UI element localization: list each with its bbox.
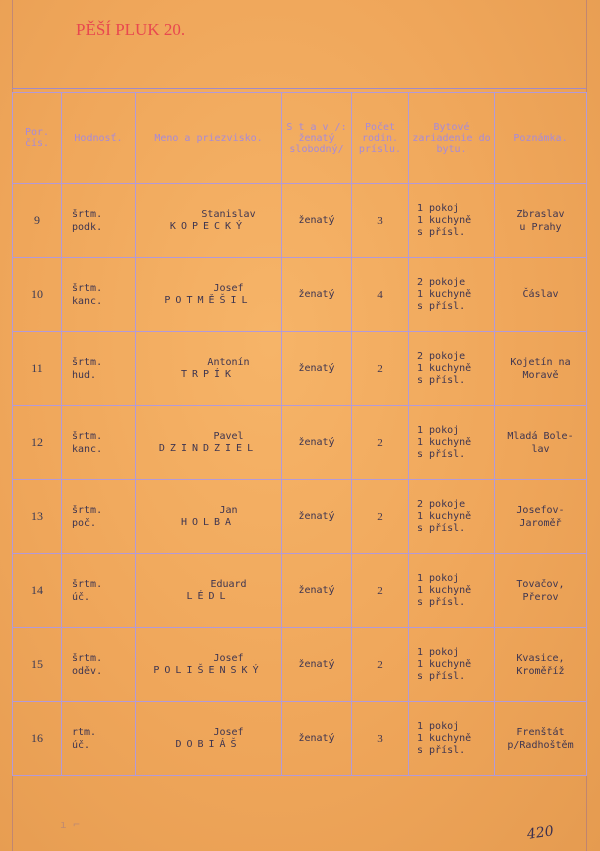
note-cell (495, 702, 587, 776)
apartment-cell (409, 702, 495, 776)
rank-line: podk. (72, 221, 103, 233)
rank-line: kanc. (72, 443, 103, 455)
header-meno: Meno a priezvisko. (136, 93, 282, 184)
name-cell (136, 406, 282, 480)
row-number: 10 (13, 258, 62, 332)
name-cell (136, 554, 282, 628)
rank-line: hud. (72, 369, 97, 381)
family-count: 3 (352, 702, 409, 776)
apartment-line: s přísl. (417, 374, 466, 386)
rank-line: šrtm. (72, 578, 103, 590)
note-line: Tovačov, (516, 578, 565, 590)
note-line: Kroměříž (516, 665, 565, 677)
apartment-line: s přísl. (417, 448, 466, 460)
table-row (13, 332, 587, 406)
marital-status: ženatý (282, 406, 352, 480)
note-line: lav (531, 443, 550, 455)
faint-marks: ı ⌐ (60, 818, 80, 831)
note-line: Frenštát (516, 726, 565, 738)
apartment-line: 1 kuchyně (417, 658, 472, 670)
apartment-cell (409, 332, 495, 406)
marital-status: ženatý (282, 480, 352, 554)
row-number: 16 (13, 702, 62, 776)
apartment-cell (409, 184, 495, 258)
name-cell (136, 184, 282, 258)
rank-cell (62, 702, 136, 776)
rank-cell (62, 258, 136, 332)
given-name: Josef (213, 653, 244, 664)
rank-cell (62, 628, 136, 702)
note-line: Zbraslav (516, 208, 565, 220)
family-count: 2 (352, 332, 409, 406)
apartment-line: s přísl. (417, 596, 466, 608)
header-pocet: Počet rodin. príslu. (352, 93, 409, 184)
family-count: 4 (352, 258, 409, 332)
rank-line: oděv. (72, 665, 103, 677)
apartment-line: 1 kuchyně (417, 732, 472, 744)
apartment-line: 2 pokoje (417, 498, 466, 510)
apartment-line: 2 pokoje (417, 350, 466, 362)
note-cell (495, 258, 587, 332)
family-count: 3 (352, 184, 409, 258)
apartment-line: 1 kuchyně (417, 584, 472, 596)
given-name: Jan (219, 505, 238, 516)
rank-cell (62, 184, 136, 258)
rank-line: šrtm. (72, 430, 103, 442)
rank-line: šrtm. (72, 356, 103, 368)
note-cell (495, 406, 587, 480)
row-number: 9 (13, 184, 62, 258)
apartment-line: s přísl. (417, 300, 466, 312)
surname: DOBIÁŠ (175, 739, 242, 750)
note-line: Čáslav (522, 289, 559, 300)
marital-status: ženatý (282, 702, 352, 776)
family-count: 2 (352, 480, 409, 554)
rank-line: šrtm. (72, 208, 103, 220)
header-stav: S t a v /: ženatý slobodný/ (282, 93, 352, 184)
apartment-line: 1 kuchyně (417, 436, 472, 448)
table-row (13, 702, 587, 776)
note-cell (495, 628, 587, 702)
marital-status: ženatý (282, 332, 352, 406)
apartment-line: 1 pokoj (417, 202, 460, 214)
note-line: Přerov (522, 591, 559, 603)
apartment-line: s přísl. (417, 744, 466, 756)
note-line: Moravě (522, 369, 559, 381)
apartment-cell (409, 480, 495, 554)
table-header-row (13, 93, 587, 184)
note-cell (495, 184, 587, 258)
family-count: 2 (352, 406, 409, 480)
header-zariadenie: Bytové zariadenie do bytu. (409, 93, 495, 184)
apartment-cell (409, 554, 495, 628)
document-title: PĚŠÍ PLUK 20. (76, 20, 186, 39)
surname: POTMĚŠIL (164, 295, 253, 306)
surname: DZINDZIEL (158, 443, 259, 454)
marital-status: ženatý (282, 184, 352, 258)
note-line: Mladá Bole- (507, 430, 574, 442)
given-name: Josef (213, 727, 244, 738)
rank-line: kanc. (72, 295, 103, 307)
apartment-line: s přísl. (417, 670, 466, 682)
table-row (13, 554, 587, 628)
marital-status: ženatý (282, 258, 352, 332)
row-number: 13 (13, 480, 62, 554)
row-number: 15 (13, 628, 62, 702)
given-name: Pavel (213, 431, 244, 442)
family-count: 2 (352, 628, 409, 702)
row-number: 11 (13, 332, 62, 406)
rank-cell (62, 406, 136, 480)
rank-line: šrtm. (72, 282, 103, 294)
note-line: u Prahy (519, 221, 562, 233)
table-row (13, 406, 587, 480)
note-line: p/Radhoštěm (507, 739, 574, 751)
apartment-cell (409, 258, 495, 332)
rank-line: úč. (72, 739, 91, 751)
table-row (13, 258, 587, 332)
surname: KOPECKÝ (169, 221, 248, 232)
table-row (13, 184, 587, 258)
rank-line: rtm. (72, 726, 97, 738)
rank-cell (62, 554, 136, 628)
apartment-cell (409, 406, 495, 480)
header-hodnost: Hodnosť. (62, 93, 136, 184)
rank-line: šrtm. (72, 504, 103, 516)
apartment-line: s přísl. (417, 522, 466, 534)
apartment-line: s přísl. (417, 226, 466, 238)
apartment-line: 1 pokoj (417, 424, 460, 436)
given-name: Stanislav (201, 209, 256, 220)
given-name: Eduard (210, 579, 247, 590)
rank-line: poč. (72, 517, 97, 529)
note-line: Jaroměř (519, 517, 562, 529)
table-row (13, 628, 587, 702)
surname: HOLBA (180, 517, 237, 528)
header-por: Por. čís. (13, 93, 62, 184)
apartment-line: 1 pokoj (417, 720, 460, 732)
marital-status: ženatý (282, 554, 352, 628)
note-line: Josefov- (516, 504, 565, 516)
apartment-line: 2 pokoje (417, 276, 466, 288)
name-cell (136, 480, 282, 554)
note-cell (495, 554, 587, 628)
name-cell (136, 628, 282, 702)
apartment-line: 1 kuchyně (417, 510, 472, 522)
surname: LÉDL (186, 591, 231, 602)
rank-line: šrtm. (72, 652, 103, 664)
given-name: Josef (213, 283, 244, 294)
row-number: 12 (13, 406, 62, 480)
given-name: Antonín (207, 357, 250, 368)
surname: POLIŠENSKÝ (153, 665, 264, 676)
apartment-line: 1 kuchyně (417, 288, 472, 300)
apartment-cell (409, 628, 495, 702)
apartment-line: 1 pokoj (417, 646, 460, 658)
family-count: 2 (352, 554, 409, 628)
name-cell (136, 702, 282, 776)
top-rule (12, 88, 586, 89)
apartment-line: 1 pokoj (417, 572, 460, 584)
row-number: 14 (13, 554, 62, 628)
note-cell (495, 480, 587, 554)
rank-line: úč. (72, 591, 91, 603)
surname: TRPÍK (180, 369, 237, 380)
apartment-line: 1 kuchyně (417, 214, 472, 226)
header-poznamka: Poznámka. (495, 93, 587, 184)
table-row (13, 480, 587, 554)
note-line: Kojetín na (510, 356, 571, 368)
personnel-table (12, 92, 587, 776)
name-cell (136, 258, 282, 332)
marital-status: ženatý (282, 628, 352, 702)
note-line: Kvasice, (516, 652, 565, 664)
page-number: 420 (526, 823, 555, 843)
note-cell (495, 332, 587, 406)
rank-cell (62, 332, 136, 406)
name-cell (136, 332, 282, 406)
apartment-line: 1 kuchyně (417, 362, 472, 374)
rank-cell (62, 480, 136, 554)
